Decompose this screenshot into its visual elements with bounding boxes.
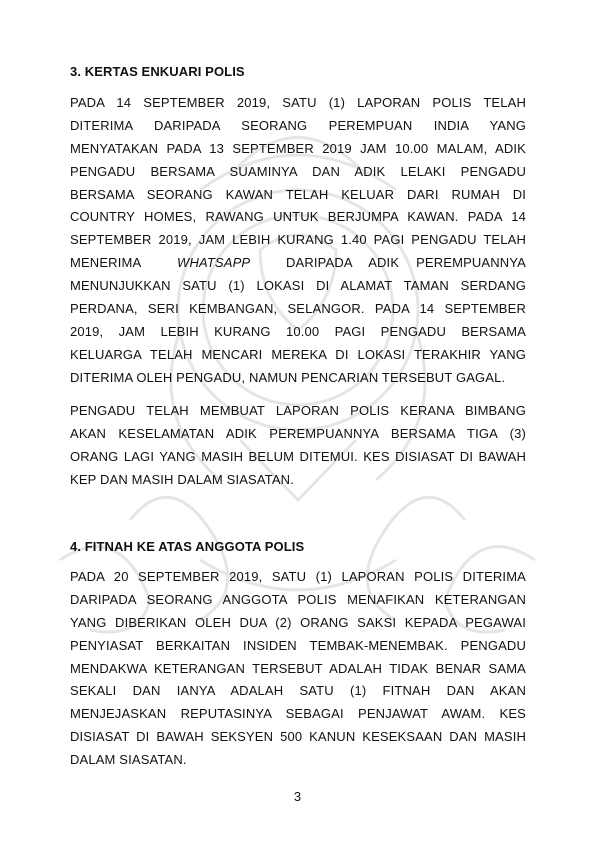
text-line: KELUARGA TELAH MENCARI MEREKA DI LOKASI TERAKHIR YANG (70, 346, 526, 362)
text-line: SEKALI DAN IANYA ADALAH SATU (1) FITNAH DAN AKAN (70, 683, 526, 699)
text-line: PERDANA, SERI KEMBANGAN, SELANGOR. PADA 14 SEPTEMBER (70, 301, 526, 317)
text-line: KEP DAN MASIH DALAM SIASATAN. (70, 471, 294, 487)
text-line: DISIASAT DI BAWAH SEKSYEN 500 KANUN KESEKSAAN DAN MASIH (70, 729, 526, 745)
text-line: BERSAMA SEORANG KAWAN TELAH KELUAR DARI RUMAH DI (70, 186, 526, 202)
section-4-heading: 4. FITNAH KE ATAS ANGGOTA POLIS (70, 539, 305, 554)
text-line: DARIPADA SEORANG ANGGOTA POLIS MENAFIKAN KETERANGAN (70, 591, 526, 607)
page-number: 3 (293, 789, 302, 804)
text-line: DITERIMA OLEH PENGADU, NAMUN PENCARIAN TERSEBUT GAGAL. (70, 369, 506, 385)
section-3-paragraph-2 (70, 400, 526, 492)
text-line: MENUNJUKKAN SATU (1) LOKASI DI ALAMAT TAMAN SERDANG (70, 278, 526, 294)
section-4-paragraph (70, 566, 526, 772)
text-line: PENYIASAT BERKAITAN INSIDEN TEMBAK-MENEMBAK. PENGADU (70, 637, 526, 653)
text-line-with-italic (70, 252, 526, 275)
text-line: 2019, JAM LEBIH KURANG 10.00 PAGI PENGADU BERSAMA (70, 323, 526, 339)
text-line: MENDAKWA KETERANGAN TERSEBUT ADALAH TIDAK BENAR SAMA (70, 660, 526, 676)
section-3-heading: 3. KERTAS ENKUARI POLIS (70, 64, 245, 79)
text-line: ORANG LAGI YANG MASIH BELUM DITEMUI. KES DISIASAT DI BAWAH (70, 448, 526, 464)
text-line: PADA 14 SEPTEMBER 2019, SATU (1) LAPORAN POLIS TELAH (70, 95, 526, 110)
text-line: MENYATAKAN PADA 13 SEPTEMBER 2019 JAM 10.00 MALAM, ADIK (70, 140, 526, 156)
text-line: AKAN KESELAMATAN ADIK PEREMPUANNYA BERSAMA TIGA (3) (70, 425, 526, 441)
text-line: PENGADU TELAH MEMBUAT LAPORAN POLIS KERANA BIMBANG (70, 403, 526, 418)
text-line: YANG DIBERIKAN OLEH DUA (2) ORANG SAKSI KEPADA PEGAWAI (70, 614, 526, 630)
section-3-paragraph-1 (70, 92, 526, 390)
text-line: SEPTEMBER 2019, JAM LEBIH KURANG 1.40 PAGI PENGADU TELAH (70, 232, 526, 248)
text-line: PENGADU BERSAMA SUAMINYA DAN ADIK LELAKI PENGADU (70, 163, 526, 179)
text-line: PADA 20 SEPTEMBER 2019, SATU (1) LAPORAN POLIS DITERIMA (70, 569, 526, 584)
whatsapp-term: WHATSAPP (177, 255, 251, 271)
text-line: COUNTRY HOMES, RAWANG UNTUK BERJUMPA KAWAN. PADA 14 (70, 209, 526, 225)
text-fragment: DARIPADA ADIK PEREMPUANNYA (286, 255, 526, 271)
text-line: DITERIMA DARIPADA SEORANG PEREMPUAN INDIA YANG (70, 117, 526, 133)
text-fragment: MENERIMA (70, 255, 142, 271)
text-line: DALAM SIASATAN. (70, 752, 187, 768)
text-line: MENJEJASKAN REPUTASINYA SEBAGAI PENJAWAT AWAM. KES (70, 706, 526, 722)
